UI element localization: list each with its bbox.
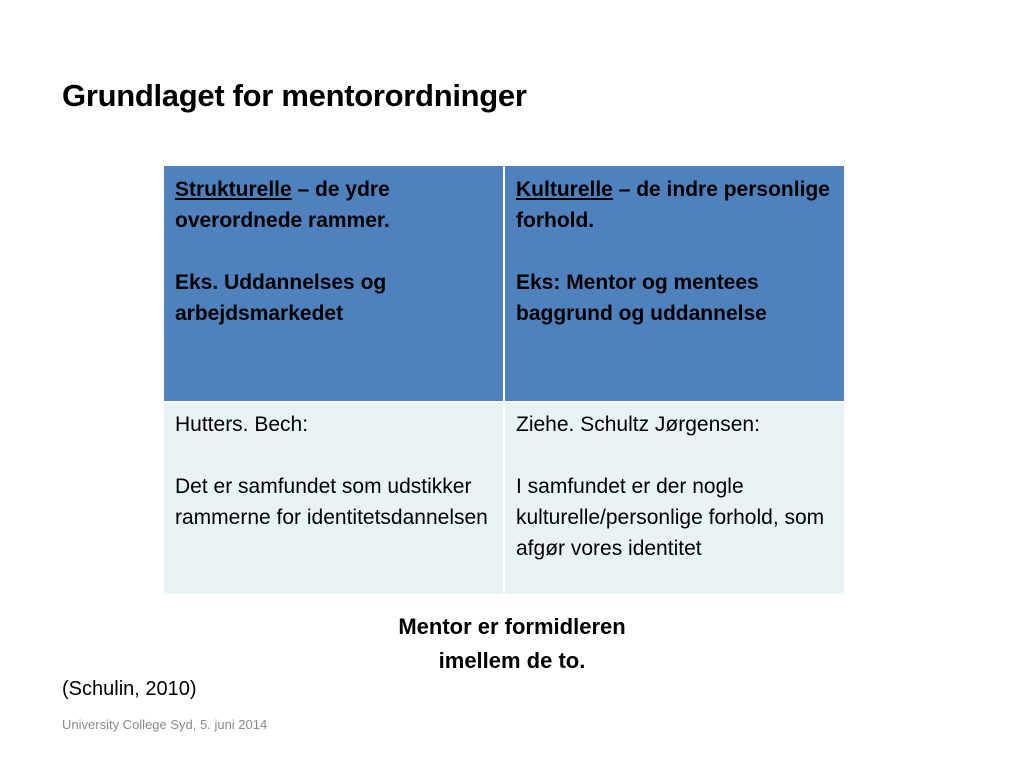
slide-title: Grundlaget for mentorordninger bbox=[62, 78, 527, 113]
header-structural-term: Strukturelle bbox=[175, 178, 292, 201]
header-structural-example: Eks. Uddannelses og arbejdsmarkedet bbox=[175, 271, 387, 325]
body-cell-structural bbox=[163, 402, 504, 595]
body-structural-text: Det er samfundet som udstikker rammerne for identitetsdannelsen bbox=[175, 475, 488, 529]
body-cultural-text: I samfundet er der nogle kulturelle/personlige forhold, som afgør vores identitet bbox=[516, 475, 825, 560]
conclusion-text bbox=[352, 610, 672, 678]
header-cultural-example: Eks: Mentor og mentees baggrund og uddannelse bbox=[516, 271, 767, 325]
header-cell-structural bbox=[163, 165, 504, 402]
conclusion-line-2: imellem de to. bbox=[438, 648, 586, 673]
header-structural-line bbox=[175, 174, 493, 236]
header-cultural-term: Kulturelle bbox=[516, 178, 613, 201]
body-cell-cultural bbox=[504, 402, 845, 595]
citation: (Schulin, 2010) bbox=[62, 678, 197, 700]
header-cell-cultural bbox=[504, 165, 845, 402]
header-cultural-definition: – de indre personlige forhold. bbox=[516, 178, 830, 232]
header-cultural-line bbox=[516, 174, 834, 236]
table-header-row bbox=[163, 165, 845, 402]
cell-spacer bbox=[175, 236, 493, 267]
body-cultural-author: Ziehe. Schultz Jørgensen: bbox=[516, 413, 760, 436]
comparison-table-grid bbox=[162, 164, 846, 596]
cell-spacer bbox=[175, 440, 493, 471]
conclusion-line-1: Mentor er formidleren bbox=[398, 614, 626, 639]
table-body-row bbox=[163, 402, 845, 595]
body-structural-author: Hutters. Bech: bbox=[175, 413, 309, 436]
cell-spacer bbox=[516, 236, 834, 267]
header-structural-definition: – de ydre overordnede rammer. bbox=[175, 178, 390, 232]
footer-text: University College Syd, 5. juni 2014 bbox=[62, 717, 268, 732]
cell-spacer bbox=[516, 440, 834, 471]
comparison-table bbox=[162, 164, 846, 596]
